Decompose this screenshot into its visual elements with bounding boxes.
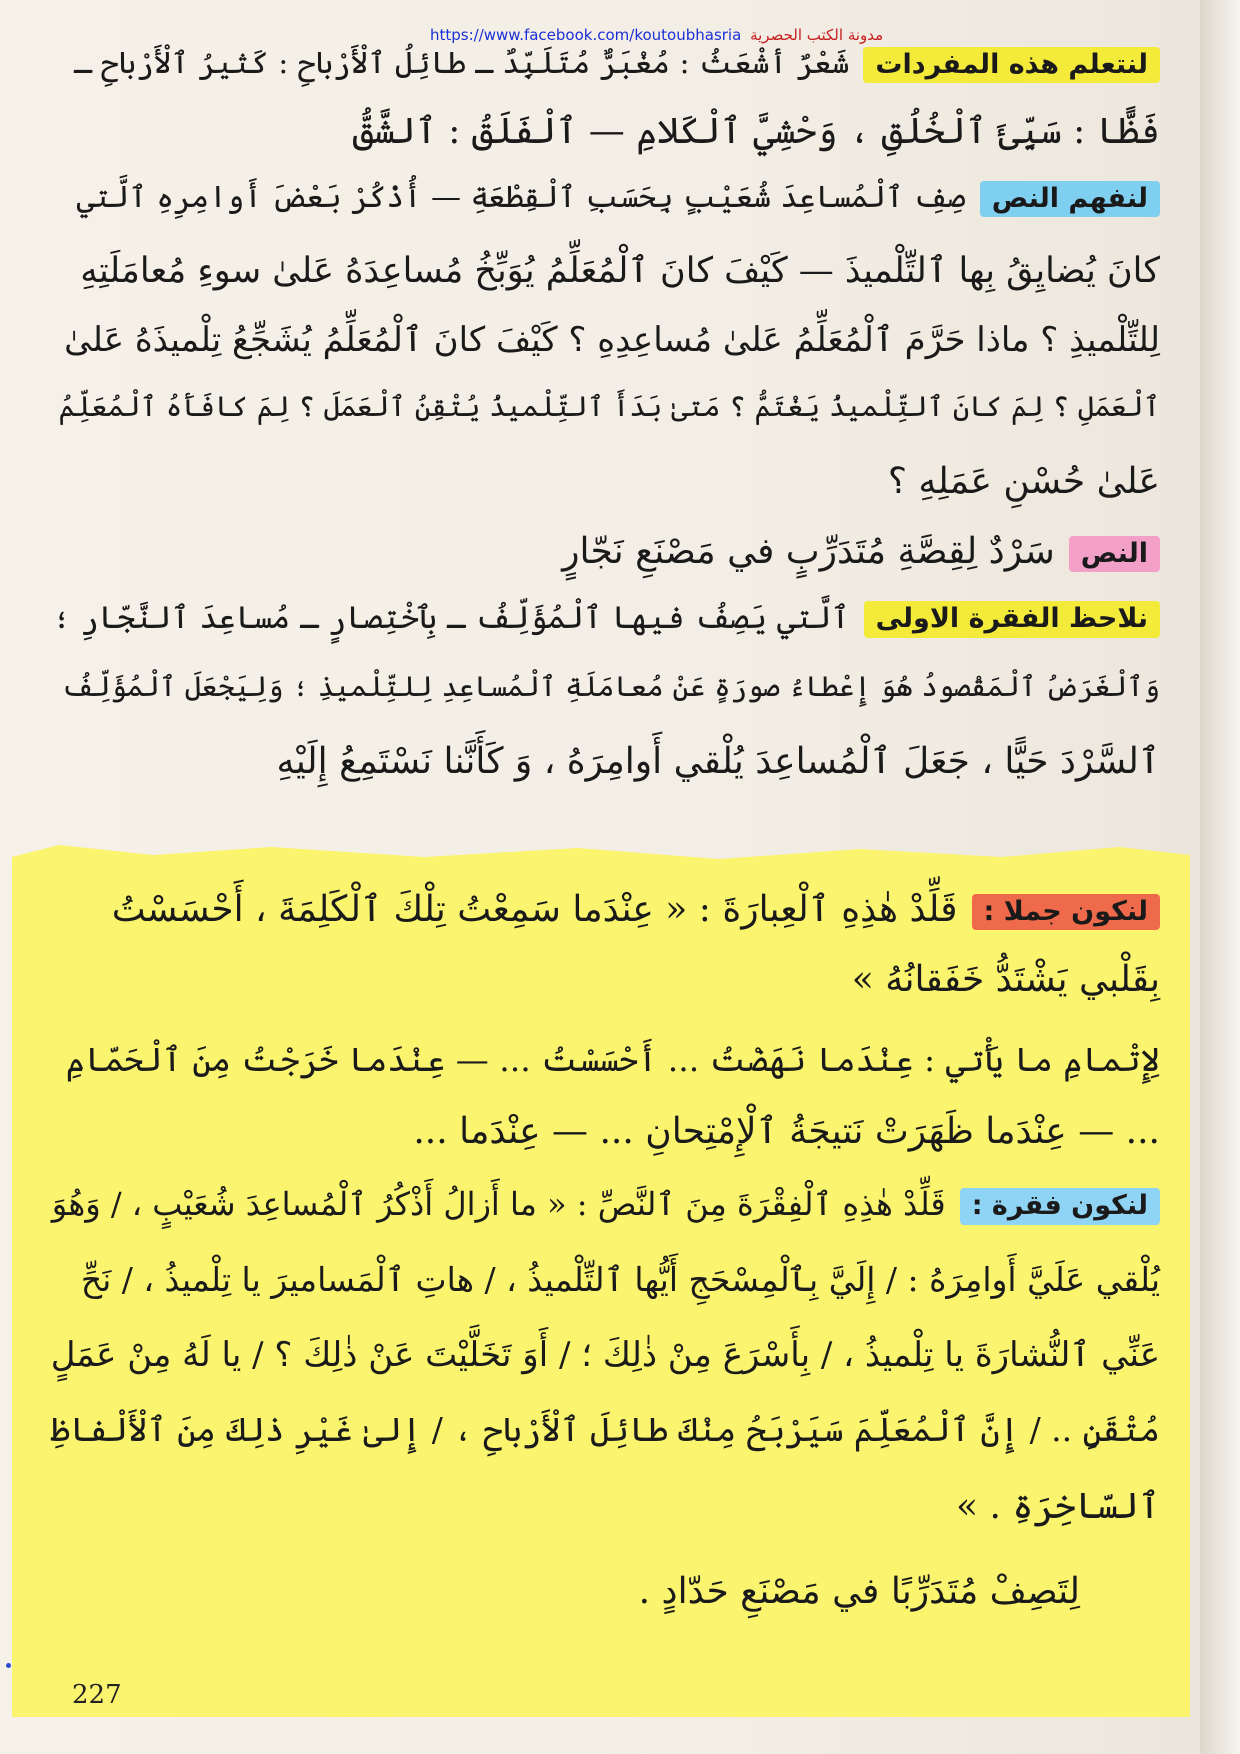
sentences-label: لنكون جملا : [972,894,1161,930]
observe-label: نلاحظ الفقرة الاولى [864,601,1160,637]
observe-line-3: ٱلسَّرْدَ حَيًّا ، جَعَلَ ٱلْمُساعِدَ يُلْقي أَوامِرَهُ ، وَ كَأَنَّنا نَسْتَمِعُ إِلَيْهِ [276,741,1160,782]
sentences-line-4: ... — عِنْدَما ظَهَرَتْ نَتيجَةُ ٱلْإِمْتِحانِ ... — عِنْدَما ... [413,1111,1160,1152]
understand-line-4: ٱلْعَمَلِ ؟ لِمَ كانَ ٱلتِّلْميذُ يَغْتَمُّ ؟ مَتىٰ بَدَأَ ٱلتِّلْميذُ يُتْقِنُ ٱلْعَمَلَ ؟ لِمَ كافَأَهُ ٱلْمُعَلِّمُ [58,390,1160,423]
observe-text-1: ٱلَّتي يَصِفُ فيها ٱلْمُؤَلِّفُ ـ بِٱخْتِصارٍ ـ مُساعِدَ ٱلنَّجّارِ ؛ [52,600,850,636]
vocab-line-2: فَظًّا : سَيِّئَ ٱلْخُلُقِ ، وَحْشِيَّ ٱلْكَلامِ — ٱلْفَلَقُ : ٱلشَّقُّ [352,111,1160,152]
paragraph-text-1: قَلِّدْ هٰذِهِ ٱلْفِقْرَةَ مِنَ ٱلنَّصِّ : « ما أَزالُ أَذْكُرُ ٱلْمُساعِدَ شُعَيْبٍ ، / وَهُوَ [51,1185,946,1223]
page-number: 227 [72,1680,122,1710]
understand-text-1: صِفِ ٱلْمُساعِدَ شُعَيْبٍ بِحَسَبِ ٱلْقِطْعَةِ — أُذْكُرْ بَعْضَ أَوامِرِهِ ٱلَّتي [76,180,966,215]
understand-line-2: كانَ يُضايِقُ بِها ٱلتِّلْميذَ — كَيْفَ كانَ ٱلْمُعَلِّمُ يُوَبِّخُ مُساعِدَهُ عَلىٰ سوءِ مُعامَلَتِهِ [80,251,1160,291]
vocab-text-1: شَعْرٌ أشْعَثُ : مُغْبَرٌّ مُتَلَبِّدٌ ـ طائِلُ ٱلْأَرْباحِ : كَثيرُ ٱلْأَرْباحِ ـ [73,46,850,81]
sentences-text-1: قَلِّدْ هٰذِهِ ٱلْعِبارَةَ : « عِنْدَما سَمِعْتُ تِلْكَ ٱلْكَلِمَةَ ، أَحْسَسْتُ [111,889,958,930]
observe-line-1 [53,600,1161,638]
observe-line-2: وَٱلْغَرَضُ ٱلْمَقْصودُ هُوَ إِعْطاءُ صورَةٍ عَنْ مُعامَلَةِ ٱلْمُساعِدِ لِلتِّلْميذِ ؛ وَلِيَجْعَلَ ٱلْمُؤَلِّفُ [61,670,1160,703]
watermark-blog-name: مدونة الكتب الحصرية [750,26,884,44]
stray-dot [6,1663,11,1668]
paragraph-line-1 [52,1185,1160,1225]
watermark-url: https://www.facebook.com/koutoubhasria [430,26,742,44]
paragraph-line-4: مُتْقَنٍ .. / إِنَّ ٱلْمُعَلِّمَ سَيَرْبَحُ مِنْكَ طائِلَ ٱلْأَرْباحِ ، / إِلىٰ غَيْرِ ذٰلِكَ مِنَ ٱلْأَلْفاظِ [50,1410,1160,1449]
paragraph-line-3: عَنِّي ٱلنُّشارَةَ يا تِلْميذُ ، / بِأَسْرَعَ مِنْ ذٰلِكَ ؛ / أَوَ تَخَلَّيْتَ عَنْ ذٰلِكَ ؟ / يا لَهُ مِنْ عَمَلٍ [50,1335,1160,1375]
vocab-label: لنتعلم هذه المفردات [863,47,1160,83]
vocab-line-1 [74,46,1160,83]
paragraph-label: لنكون فقرة : [960,1188,1160,1224]
text-line-1 [562,530,1160,573]
understand-label: لنفهم النص [980,181,1160,217]
watermark [430,26,883,44]
paragraph-line-6: لِتَصِفْ مُتَدَرِّبًا في مَصْنَعِ حَدّادٍ . [638,1571,1080,1612]
paragraph-line-5: ٱلسّاخِرَةِ . » [955,1486,1160,1527]
sentences-line-2: بِقَلْبي يَشْتَدُّ خَفَقانُهُ » [851,959,1160,1000]
page-gutter [1200,0,1240,1754]
text-desc: سَرْدٌ لِقِصَّةِ مُتَدَرِّبٍ في مَصْنَعِ نَجّارٍ [562,531,1055,572]
paragraph-line-2: يُلْقي عَلَيَّ أَوامِرَهُ : / إِلَيَّ بِٱلْمِسْحَجِ أَيُّها ٱلتِّلْميذُ ، / هاتِ ٱلْمَساميرَ يا تِلْميذُ ، / نَحِّ [80,1260,1160,1299]
understand-line-1 [76,180,1160,217]
understand-line-5: عَلىٰ حُسْنِ عَمَلِهِ ؟ [887,461,1160,502]
sentences-line-1 [112,888,1160,931]
text-label: النص [1069,536,1160,572]
sentences-line-3: لِإِتْمامِ ما يَأْتي : عِنْدَما نَهَضْتُ ... أَحْسَسْتُ ... — عِنْدَما خَرَجْتُ مِنَ ٱلْحَمّامِ [65,1040,1160,1079]
understand-line-3: لِلتِّلْميذِ ؟ ماذا حَرَّمَ ٱلْمُعَلِّمُ عَلىٰ مُساعِدِهِ ؟ كَيْفَ كانَ ٱلْمُعَلِّمُ يُشَجِّعُ تِلْميذَهُ عَلىٰ [64,320,1160,360]
